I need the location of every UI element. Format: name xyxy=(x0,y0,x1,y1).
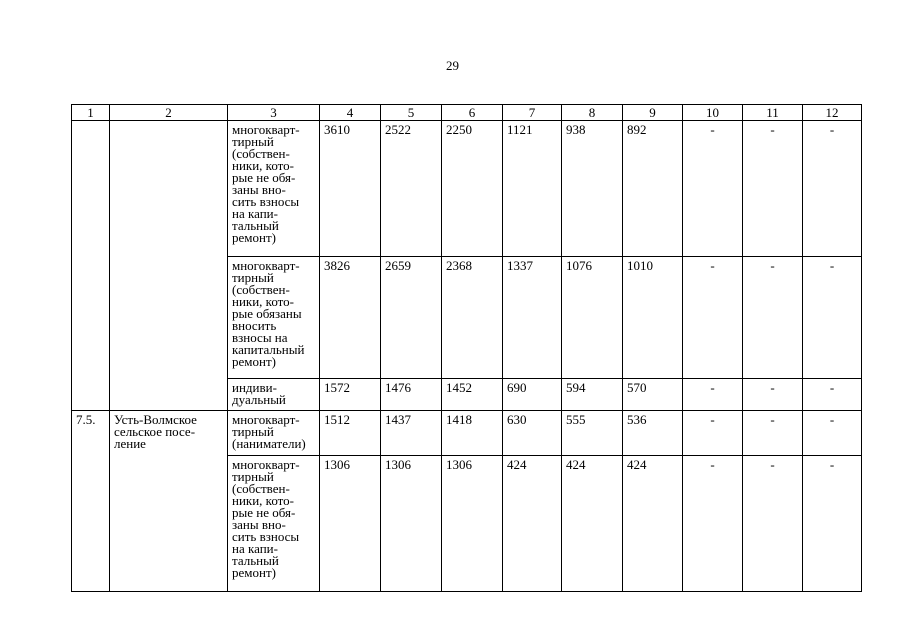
column-header: 1 xyxy=(72,105,110,121)
value-cell: 1306 xyxy=(381,456,442,592)
column-header: 8 xyxy=(562,105,623,121)
column-header: 11 xyxy=(743,105,803,121)
column-header: 2 xyxy=(110,105,228,121)
value-cell: - xyxy=(743,411,803,456)
value-cell: 424 xyxy=(623,456,683,592)
value-cell: 1076 xyxy=(562,257,623,379)
value-cell: 1306 xyxy=(442,456,503,592)
value-cell: - xyxy=(743,121,803,257)
value-cell: - xyxy=(803,121,862,257)
table-row xyxy=(72,121,862,257)
value-cell: 3610 xyxy=(320,121,381,257)
value-cell: - xyxy=(683,456,743,592)
value-cell: 536 xyxy=(623,411,683,456)
value-cell: - xyxy=(743,257,803,379)
value-cell: 1452 xyxy=(442,379,503,411)
value-cell: 1572 xyxy=(320,379,381,411)
settlement-name-cell xyxy=(110,121,228,411)
value-cell: 690 xyxy=(503,379,562,411)
value-cell: 2522 xyxy=(381,121,442,257)
value-cell: 594 xyxy=(562,379,623,411)
value-cell: 2368 xyxy=(442,257,503,379)
value-cell: 2250 xyxy=(442,121,503,257)
value-cell: - xyxy=(803,257,862,379)
value-cell: 892 xyxy=(623,121,683,257)
value-cell: 1010 xyxy=(623,257,683,379)
value-cell: 1476 xyxy=(381,379,442,411)
housing-type-cell: многокварт- тирный (собствен- ники, кото- рые не обя- заны вно- сить взносы на капи- тальный ремонт) xyxy=(228,121,320,257)
column-header: 7 xyxy=(503,105,562,121)
value-cell: - xyxy=(683,411,743,456)
value-cell: 1306 xyxy=(320,456,381,592)
value-cell: - xyxy=(683,379,743,411)
value-cell: - xyxy=(743,456,803,592)
value-cell: 1437 xyxy=(381,411,442,456)
value-cell: 424 xyxy=(562,456,623,592)
value-cell: 3826 xyxy=(320,257,381,379)
value-cell: - xyxy=(683,257,743,379)
value-cell: 2659 xyxy=(381,257,442,379)
value-cell: 1121 xyxy=(503,121,562,257)
column-header: 10 xyxy=(683,105,743,121)
column-header: 6 xyxy=(442,105,503,121)
row-number-cell: 7.5. xyxy=(72,411,110,592)
column-header: 9 xyxy=(623,105,683,121)
value-cell: 424 xyxy=(503,456,562,592)
column-header: 12 xyxy=(803,105,862,121)
value-cell: - xyxy=(803,379,862,411)
column-header: 4 xyxy=(320,105,381,121)
page-number: 29 xyxy=(446,58,459,73)
row-number-cell xyxy=(72,121,110,411)
value-cell: 1512 xyxy=(320,411,381,456)
value-cell: 555 xyxy=(562,411,623,456)
column-number-row xyxy=(72,105,862,121)
value-cell: 1418 xyxy=(442,411,503,456)
value-cell: - xyxy=(803,411,862,456)
value-cell: - xyxy=(683,121,743,257)
housing-type-cell: индиви- дуальный xyxy=(228,379,320,411)
tariff-table xyxy=(71,104,862,592)
value-cell: 1337 xyxy=(503,257,562,379)
table-row xyxy=(72,411,862,456)
housing-type-cell: многокварт- тирный (собствен- ники, кото- рые обязаны вносить взносы на капитальный ремонт) xyxy=(228,257,320,379)
value-cell: 570 xyxy=(623,379,683,411)
value-cell: 938 xyxy=(562,121,623,257)
value-cell: - xyxy=(803,456,862,592)
column-header: 3 xyxy=(228,105,320,121)
value-cell: - xyxy=(743,379,803,411)
column-header: 5 xyxy=(381,105,442,121)
value-cell: 630 xyxy=(503,411,562,456)
housing-type-cell: многокварт- тирный (собствен- ники, кото- рые не обя- заны вно- сить взносы на капи- тальный ремонт) xyxy=(228,456,320,592)
settlement-name-cell: Усть-Волмское сельское посе- ление xyxy=(110,411,228,592)
housing-type-cell: многокварт- тирный (наниматели) xyxy=(228,411,320,456)
